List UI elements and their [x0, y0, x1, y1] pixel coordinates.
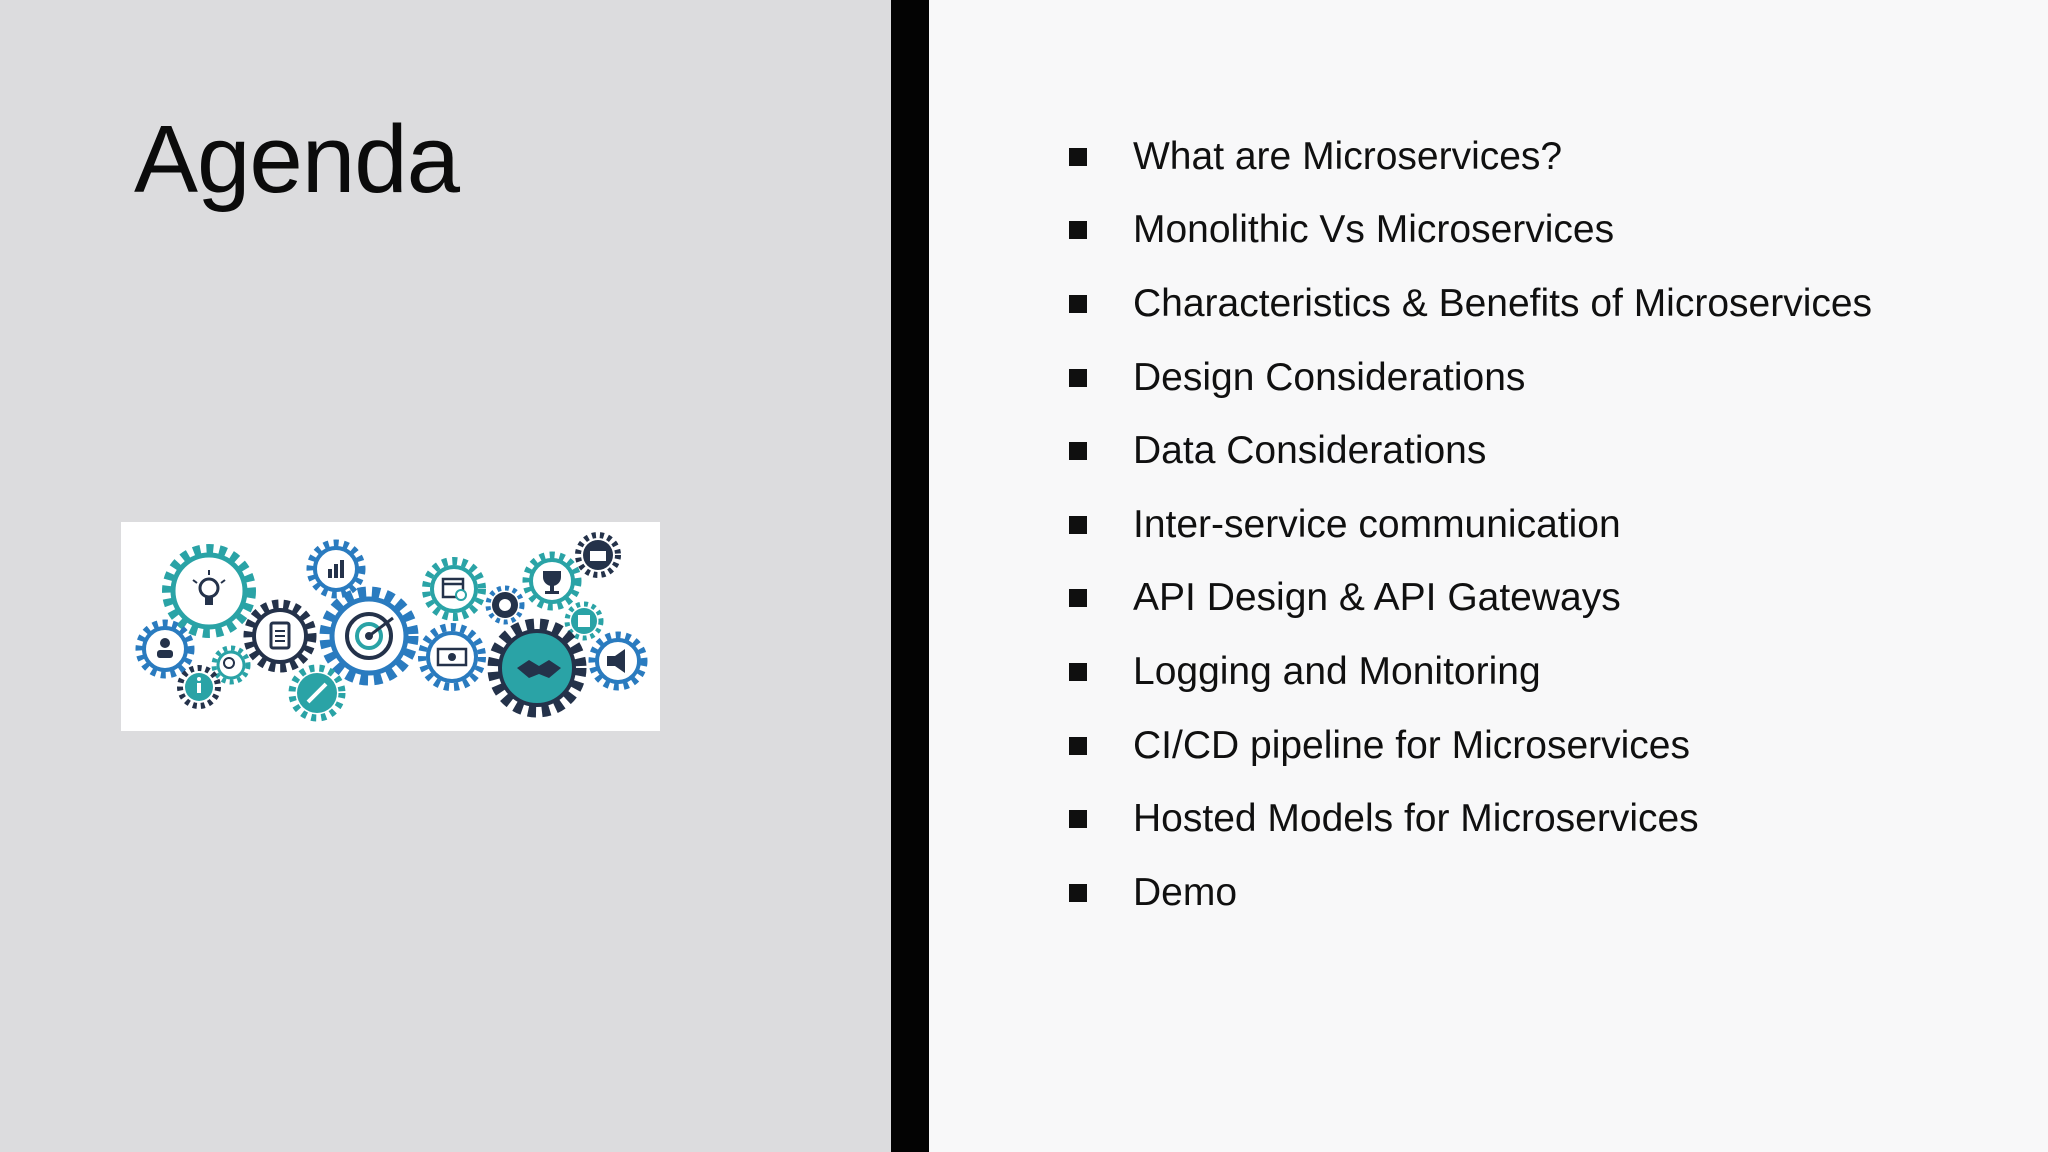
agenda-item	[1065, 341, 1872, 415]
agenda-item	[1065, 782, 1872, 856]
square-bullet-icon	[1069, 295, 1087, 313]
left-panel	[0, 0, 891, 1152]
agenda-item	[1065, 120, 1872, 194]
agenda-item-label: Hosted Models for Microservices	[1133, 797, 1699, 841]
agenda-item-label: Logging and Monitoring	[1133, 649, 1541, 693]
square-bullet-icon	[1069, 369, 1087, 387]
agenda-item	[1065, 562, 1872, 636]
square-bullet-icon	[1069, 516, 1087, 534]
agenda-item	[1065, 194, 1872, 268]
agenda-item-label: CI/CD pipeline for Microservices	[1133, 723, 1690, 767]
agenda-item	[1065, 488, 1872, 562]
agenda-item-label: Characteristics & Benefits of Microservices	[1133, 281, 1873, 325]
slide-title: Agenda	[134, 106, 459, 213]
square-bullet-icon	[1069, 221, 1087, 239]
square-bullet-icon	[1069, 737, 1087, 755]
square-bullet-icon	[1069, 884, 1087, 902]
agenda-list	[1065, 120, 1872, 930]
agenda-item-label: What are Microservices?	[1133, 134, 1563, 178]
agenda-item-label: Design Considerations	[1133, 355, 1526, 399]
agenda-item-label: API Design & API Gateways	[1133, 576, 1621, 620]
agenda-item	[1065, 635, 1872, 709]
agenda-item	[1065, 414, 1872, 488]
square-bullet-icon	[1069, 589, 1087, 607]
square-bullet-icon	[1069, 663, 1087, 681]
gears-icon	[121, 522, 660, 731]
agenda-item-label: Data Considerations	[1133, 429, 1487, 473]
agenda-item-label: Demo	[1133, 870, 1238, 914]
square-bullet-icon	[1069, 148, 1087, 166]
agenda-item	[1065, 267, 1872, 341]
panel-divider	[891, 0, 929, 1152]
square-bullet-icon	[1069, 442, 1087, 460]
square-bullet-icon	[1069, 810, 1087, 828]
agenda-item-label: Inter-service communication	[1133, 502, 1621, 546]
gears-illustration	[121, 522, 660, 731]
agenda-item-label: Monolithic Vs Microservices	[1133, 208, 1615, 252]
agenda-item	[1065, 856, 1872, 930]
agenda-item	[1065, 709, 1872, 783]
